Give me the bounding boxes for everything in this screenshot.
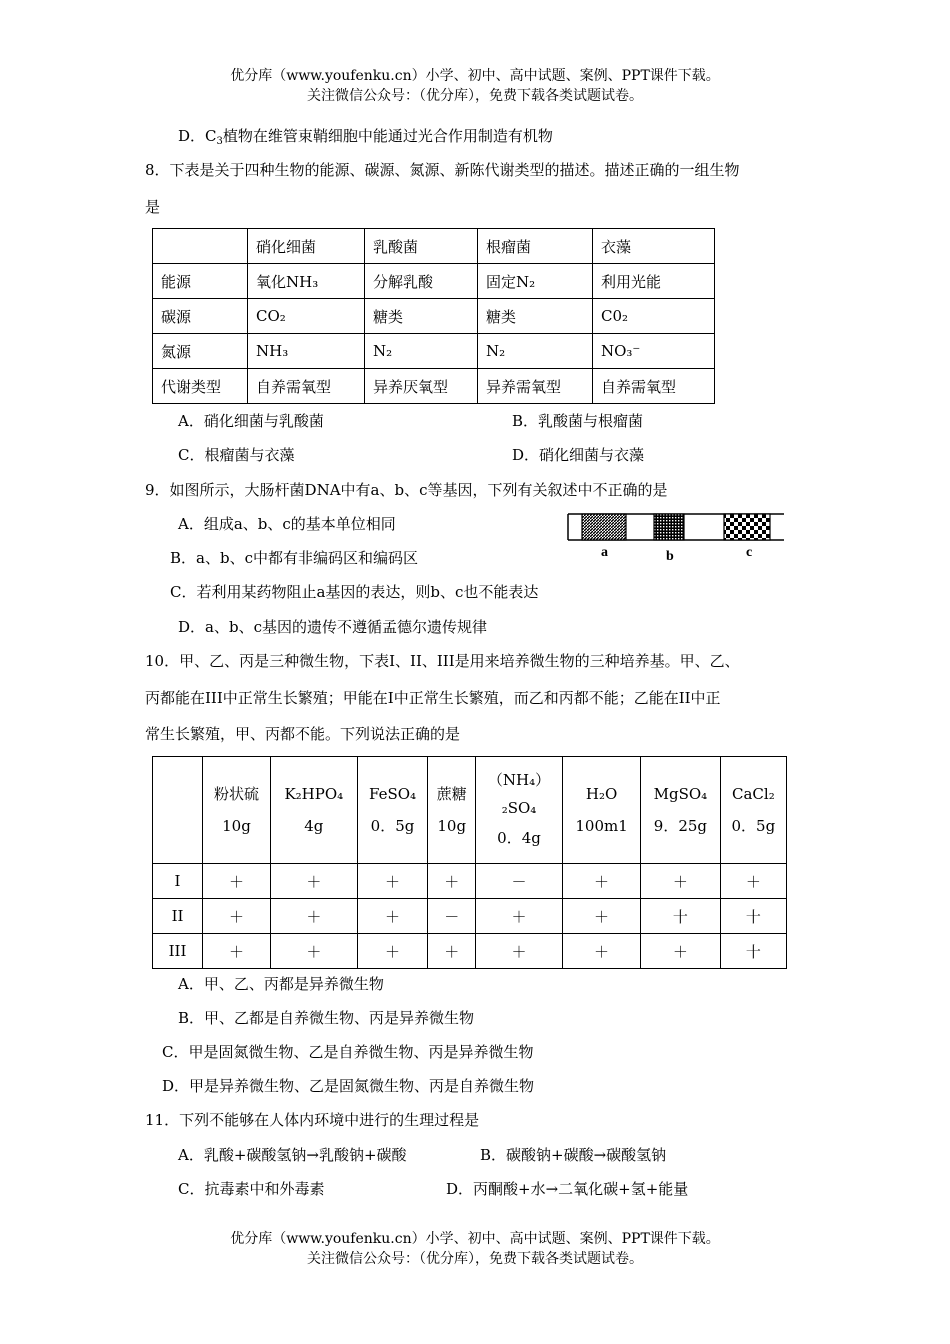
q10-header-name: CaCl₂ — [732, 785, 775, 803]
q10-cell: ＋ — [271, 864, 358, 899]
q10-option-c: C．甲是固氮微生物、乙是自养微生物、丙是异养微生物 — [162, 1043, 534, 1061]
q10-stem-1: 10．甲、乙、丙是三种微生物，下表I、II、III是用来培养微生物的三种培养基。甲、乙、 — [145, 652, 740, 670]
q9-option-c: C．若利用某药物阻止a基因的表达，则b、c也不能表达 — [170, 583, 539, 601]
gene-a-label: a — [601, 545, 608, 560]
q8-cell: NO₃⁻ — [593, 334, 715, 369]
q10-header-cell — [428, 757, 476, 864]
dna-gene-diagram — [566, 510, 788, 564]
q10-table-row — [153, 899, 787, 934]
q8-header-cell: 衣藻 — [593, 229, 715, 264]
q10-cell: ＋ — [720, 864, 786, 899]
q8-cell: 氧化NH₃ — [248, 264, 365, 299]
q8-cell: 固定N₂ — [478, 264, 593, 299]
q10-cell: ＋ — [203, 934, 271, 969]
q11-option-a: A．乳酸+碳酸氢钠→乳酸钠+碳酸 — [178, 1146, 407, 1164]
header-line-2: 关注微信公众号：（优分库），免费下载各类试题试卷。 — [307, 88, 643, 104]
q8-row-label: 能源 — [153, 264, 248, 299]
q9-option-d: D．a、b、c基因的遗传不遵循孟德尔遗传规律 — [178, 618, 487, 636]
q10-cell: ＋ — [563, 934, 641, 969]
q10-cell: ＋ — [476, 899, 563, 934]
q10-cell: ＋ — [641, 864, 721, 899]
q8-header-cell: 根瘤菌 — [478, 229, 593, 264]
q10-header-name: K₂HPO₄ — [284, 785, 344, 803]
q10-row-label: II — [153, 899, 203, 934]
q10-cell: ＋ — [476, 934, 563, 969]
q8-option-a: A．硝化细菌与乳酸菌 — [178, 412, 324, 430]
q10-cell: ＋ — [428, 864, 476, 899]
q10-stem-2: 丙都能在III中正常生长繁殖；甲能在I中正常生长繁殖，而乙和丙都不能；乙能在II中正 — [145, 689, 721, 707]
q8-table-row — [153, 369, 715, 404]
q10-header-amount: 9．25g — [653, 817, 708, 835]
q10-cell: ＋ — [271, 934, 358, 969]
q10-table-row — [153, 864, 787, 899]
q10-header-amount: 10g — [222, 817, 251, 835]
q10-table — [152, 756, 787, 969]
q8-cell: 自养需氧型 — [248, 369, 365, 404]
header-line-1: 优分库（www.youfenku.cn）小学、初中、高中试题、案例、PPT课件下载。 — [230, 68, 720, 84]
q8-row-label: 碳源 — [153, 299, 248, 334]
q10-option-b: B．甲、乙都是自养微生物、丙是异养微生物 — [178, 1009, 475, 1027]
q8-cell: N₂ — [365, 334, 478, 369]
q9-option-b: B．a、b、c中都有非编码区和编码区 — [170, 549, 418, 567]
q10-cell: 十 — [720, 899, 786, 934]
q8-table-row — [153, 334, 715, 369]
q8-cell: C0₂ — [593, 299, 715, 334]
q10-cell: － — [476, 864, 563, 899]
footer-line-1: 优分库（www.youfenku.cn）小学、初中、高中试题、案例、PPT课件下载。 — [230, 1231, 720, 1247]
q8-option-d: D．硝化细菌与衣藻 — [512, 446, 645, 464]
q10-row-label: I — [153, 864, 203, 899]
q10-cell: － — [428, 899, 476, 934]
q10-header-amount: 4g — [304, 817, 324, 835]
q8-cell: CO₂ — [248, 299, 365, 334]
q8-cell: 异养厌氧型 — [365, 369, 478, 404]
q8-table — [152, 228, 715, 404]
q10-cell: ＋ — [428, 934, 476, 969]
q10-header-name: H₂O — [585, 785, 618, 803]
q10-cell: 十 — [641, 899, 721, 934]
q10-cell: 十 — [720, 934, 786, 969]
q8-cell: NH₃ — [248, 334, 365, 369]
q8-cell: 糖类 — [365, 299, 478, 334]
q8-table-header-row — [153, 229, 715, 264]
q10-option-d: D．甲是异养微生物、乙是固氮微生物、丙是自养微生物 — [162, 1077, 535, 1095]
q10-header-cell — [563, 757, 641, 864]
q10-cell: ＋ — [357, 899, 428, 934]
q7-option-d-sub: 3 — [216, 136, 223, 147]
q10-header-cell — [641, 757, 721, 864]
q10-cell: ＋ — [563, 864, 641, 899]
gene-b-label: b — [666, 549, 674, 564]
q8-row-label: 代谢类型 — [153, 369, 248, 404]
q10-table-header-row — [153, 757, 787, 864]
gene-b-block — [654, 514, 684, 540]
q8-cell: 糖类 — [478, 299, 593, 334]
q8-option-c: C．根瘤菌与衣藻 — [178, 446, 295, 464]
q10-header-cell — [357, 757, 428, 864]
q8-header-cell — [153, 229, 248, 264]
q10-option-a: A．甲、乙、丙都是异养微生物 — [178, 975, 384, 993]
q10-cell: ＋ — [563, 899, 641, 934]
q8-header-cell: 乳酸菌 — [365, 229, 478, 264]
q8-cell: 异养需氧型 — [478, 369, 593, 404]
q9-option-a: A．组成a、b、c的基本单位相同 — [178, 515, 396, 533]
q8-stem-1: 8．下表是关于四种生物的能源、碳源、氮源、新陈代谢类型的描述。描述正确的一组生物 — [145, 161, 740, 179]
q10-header-amount: 10g — [437, 817, 467, 835]
footer-line-2: 关注微信公众号：（优分库），免费下载各类试题试卷。 — [307, 1251, 643, 1267]
q10-header-cell — [720, 757, 786, 864]
q10-cell: ＋ — [357, 864, 428, 899]
gene-c-block — [724, 514, 770, 540]
q10-header-name: 蔗糖 — [436, 785, 467, 803]
q10-header-name: （NH₄）₂SO₄ — [487, 771, 551, 817]
q11-stem: 11．下列不能够在人体内环境中进行的生理过程是 — [145, 1111, 480, 1129]
q10-header-cell — [203, 757, 271, 864]
q8-stem-2: 是 — [145, 198, 161, 216]
q10-header-cell — [271, 757, 358, 864]
q10-cell: ＋ — [357, 934, 428, 969]
q11-option-d: D．丙酮酸+水→二氧化碳+氢+能量 — [446, 1180, 689, 1198]
q10-header-name: MgSO₄ — [653, 785, 708, 803]
q8-cell: 分解乳酸 — [365, 264, 478, 299]
gene-a-block — [582, 514, 626, 540]
q10-header-amount: 0．5g — [370, 817, 415, 835]
q8-header-cell: 硝化细菌 — [248, 229, 365, 264]
q10-header-amount: 0．4g — [497, 829, 541, 847]
q10-corner-cell — [153, 757, 203, 864]
q8-cell: N₂ — [478, 334, 593, 369]
q10-row-label: III — [153, 934, 203, 969]
q10-cell: ＋ — [271, 899, 358, 934]
q10-stem-3: 常生长繁殖，甲、丙都不能。下列说法正确的是 — [145, 725, 461, 743]
q10-cell: ＋ — [203, 899, 271, 934]
q8-cell: 自养需氧型 — [593, 369, 715, 404]
q8-table-row — [153, 264, 715, 299]
q10-header-amount: 100m1 — [575, 817, 628, 835]
q10-header-name: FeSO₄ — [369, 785, 417, 803]
q8-row-label: 氮源 — [153, 334, 248, 369]
q8-cell: 利用光能 — [593, 264, 715, 299]
gene-c-label: c — [746, 545, 753, 560]
q8-table-row — [153, 299, 715, 334]
q7-option-d-pre: D．C — [178, 127, 217, 145]
q10-table-row — [153, 934, 787, 969]
q10-cell: ＋ — [203, 864, 271, 899]
q10-header-cell — [476, 757, 563, 864]
q10-header-amount: 0．5g — [731, 817, 776, 835]
q7-option-d-post: 植物在维管束鞘细胞中能通过光合作用制造有机物 — [222, 127, 553, 145]
q11-option-b: B．碳酸钠+碳酸→碳酸氢钠 — [480, 1146, 667, 1164]
q9-stem: 9．如图所示，大肠杆菌DNA中有a、b、c等基因，下列有关叙述中不正确的是 — [145, 481, 668, 499]
q7-option-d — [178, 126, 553, 146]
q11-option-c: C．抗毒素中和外毒素 — [178, 1180, 325, 1198]
q8-option-b: B．乳酸菌与根瘤菌 — [512, 412, 644, 430]
q10-header-name: 粉状硫 — [213, 785, 259, 803]
q10-cell: ＋ — [641, 934, 721, 969]
